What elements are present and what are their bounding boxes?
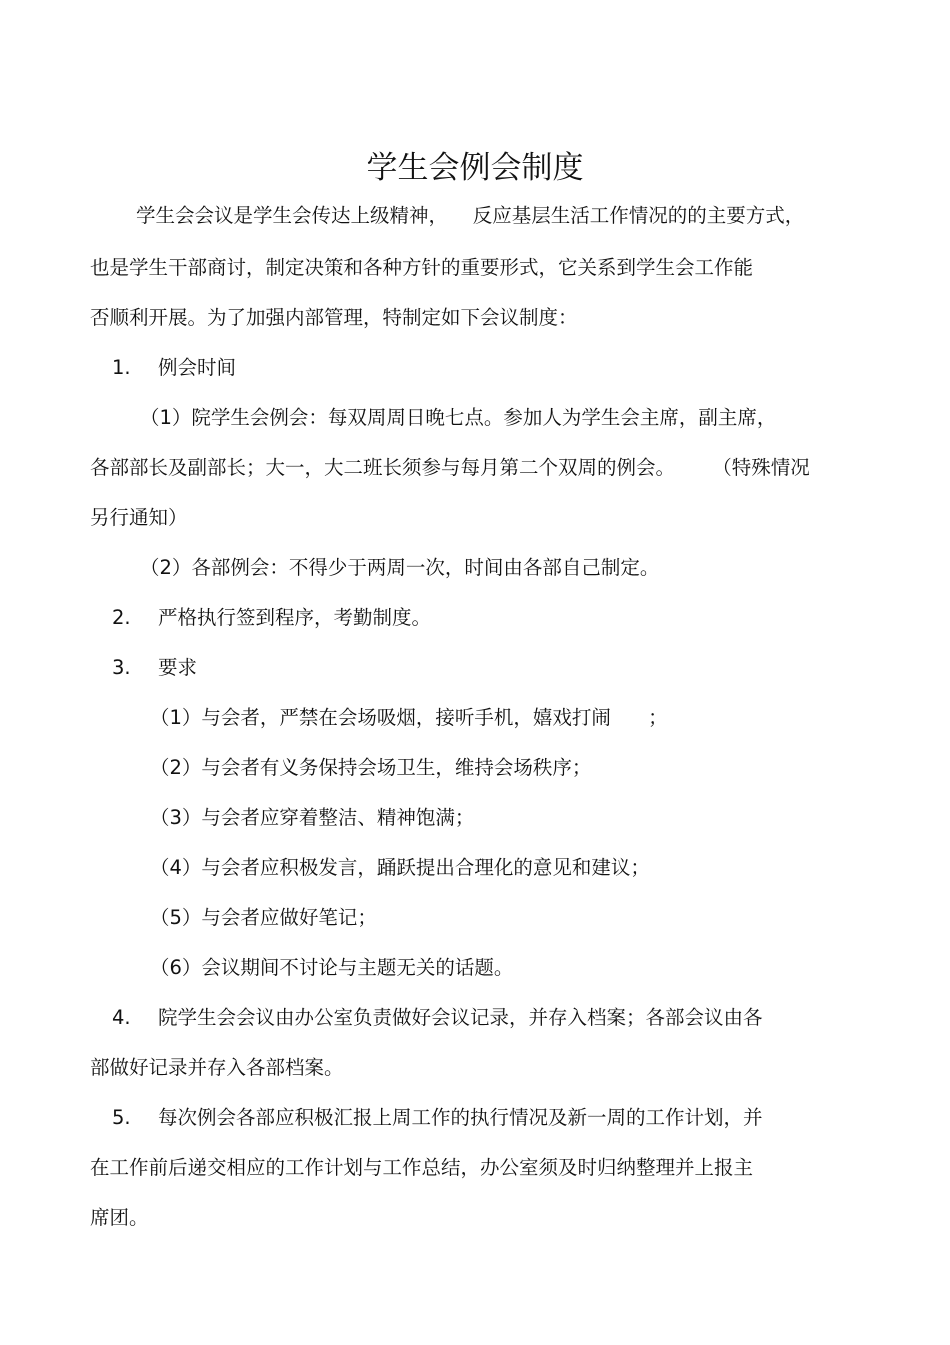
section-3-item-4: （4）与会者应积极发言，踊跃提出合理化的意见和建议； — [150, 856, 650, 879]
section-5-number: 5. — [112, 1106, 131, 1129]
section-4-heading: 院学生会会议由办公室负责做好会议记录，并存入档案；各部会议由各 — [158, 1006, 763, 1029]
section-3-heading: 要求 — [158, 656, 198, 679]
section-1-heading: 例会时间 — [158, 356, 237, 379]
section-4-number: 4. — [112, 1006, 131, 1029]
section-2-heading: 严格执行签到程序，考勤制度。 — [158, 606, 432, 629]
intro-line-1: 学生会会议是学生会传达上级精神， 反应基层生活工作情况的的主要方式， — [136, 204, 805, 227]
intro-line-3: 否顺利开展。为了加强内部管理，特制定如下会议制度： — [90, 306, 578, 329]
section-5-heading: 每次例会各部应积极汇报上周工作的执行情况及新一周的工作计划，并 — [158, 1106, 763, 1129]
section-1-number: 1. — [112, 356, 131, 379]
section-1-item-2: （2）各部例会：不得少于两周一次，时间由各部自己制定。 — [140, 556, 660, 579]
section-1-item-1-line-2: 各部部长及副部长；大一，大二班长须参与每月第二个双周的例会。 （特殊情况 — [90, 456, 810, 479]
section-2-number: 2. — [112, 606, 131, 629]
section-1-item-1-line-1: （1）院学生会例会：每双周周日晚七点。参加人为学生会主席，副主席， — [140, 406, 777, 429]
section-5-continuation-2: 席团。 — [90, 1206, 149, 1229]
section-5-continuation-1: 在工作前后递交相应的工作计划与工作总结，办公室须及时归纳整理并上报主 — [90, 1156, 754, 1179]
document-title: 学生会例会制度 — [366, 150, 584, 186]
section-3-item-5: （5）与会者应做好笔记； — [150, 906, 377, 929]
section-3-item-3: （3）与会者应穿着整洁、精神饱满； — [150, 806, 475, 829]
section-1-item-1-line-3: 另行通知） — [90, 506, 188, 529]
section-3-item-1: （1）与会者，严禁在会场吸烟，接听手机，嬉戏打闹 ； — [150, 706, 668, 729]
intro-line-2: 也是学生干部商讨，制定决策和各种方针的重要形式，它关系到学生会工作能 — [90, 256, 754, 279]
section-3-number: 3. — [112, 656, 131, 679]
section-3-item-2: （2）与会者有义务保持会场卫生，维持会场秩序； — [150, 756, 592, 779]
section-4-continuation-1: 部做好记录并存入各部档案。 — [90, 1056, 344, 1079]
section-3-item-6: （6）会议期间不讨论与主题无关的话题。 — [150, 956, 514, 979]
